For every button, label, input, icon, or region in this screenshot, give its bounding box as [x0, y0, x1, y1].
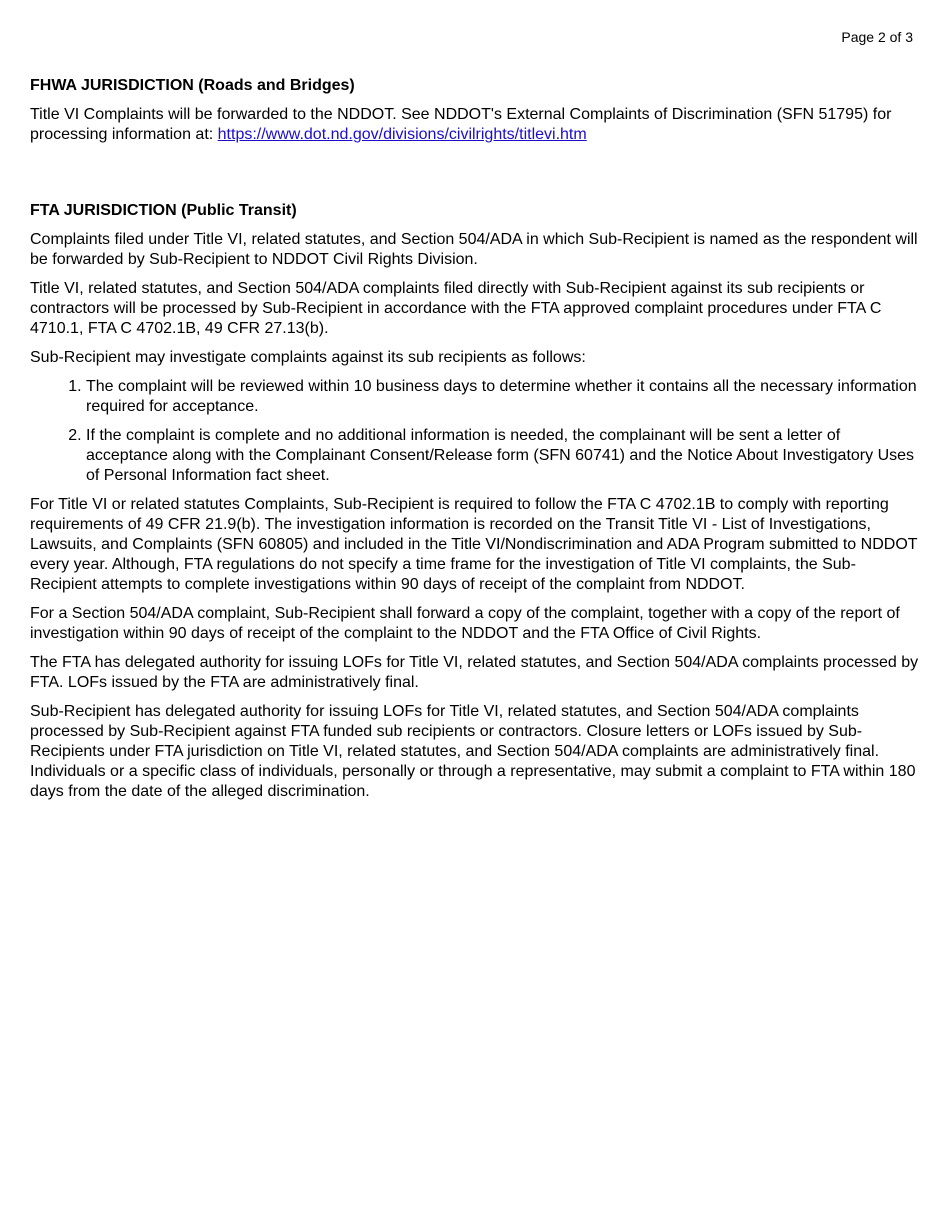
document-body: [30, 76, 922, 811]
fta-paragraph-4: For Title VI or related statutes Complaints, Sub-Recipient is required to follow the FTA C 4702.1B to comply with reporting requirements of 49 CFR 21.9(b). The investigation information is recorded on the Transit Title VI - List of Investigations, Lawsuits, and Complaints (SFN 60805) and included in the Title VI/Nondiscrimination and ADA Program submitted to NDDOT every year. Although, FTA regulations do not specify a time frame for the investigation of Title VI complaints, the Sub-Recipient attempts to complete investigations within 90 days of receipt of the complaint from NDDOT.: [30, 496, 918, 593]
fta-heading: FTA JURISDICTION (Public Transit): [30, 202, 297, 219]
fta-paragraph-2: Title VI, related statutes, and Section 504/ADA complaints filed directly with Sub-Recipient against its sub recipients or contractors will be processed by Sub-Recipient in accordance with the FTA approved complaint procedures under FTA C 4710.1, FTA C 4702.1B, 49 CFR 27.13(b).: [30, 280, 882, 337]
fta-paragraph-5: For a Section 504/ADA complaint, Sub-Recipient shall forward a copy of the complaint, together with a copy of the report of investigation within 90 days of receipt of the complaint to the NDDOT and the FTA Office of Civil Rights.: [30, 605, 900, 642]
fta-paragraph-3: Sub-Recipient may investigate complaints against its sub recipients as follows:: [30, 349, 586, 366]
fhwa-paragraph: [30, 105, 922, 145]
titlevi-link[interactable]: https://www.dot.nd.gov/divisions/civilrights/titlevi.htm: [217, 126, 587, 143]
section-spacer: [30, 154, 922, 201]
page-number: Page 2 of 3: [841, 29, 913, 45]
list-item: 2. If the complaint is complete and no additional information is needed, the complainant will be sent a letter of acceptance along with the Complainant Consent/Release form (SFN 60741) and the Notice About Investigatory Uses of Personal Information fact sheet.: [86, 426, 922, 486]
fhwa-section: [30, 76, 922, 145]
investigation-steps-list: [30, 377, 922, 486]
fhwa-text: Title VI Complaints will be forwarded to the NDDOT. See NDDOT's External Complaints of Discrimination (SFN 51795) for processing information at:: [30, 106, 892, 143]
fta-section: [30, 201, 922, 802]
fta-paragraph-1: Complaints filed under Title VI, related statutes, and Section 504/ADA in which Sub-Recipient is named as the respondent will be forwarded by Sub-Recipient to NDDOT Civil Rights Division.: [30, 231, 918, 268]
fta-paragraph-7: Sub-Recipient has delegated authority for issuing LOFs for Title VI, related statutes, and Section 504/ADA complaints processed by Sub-Recipient against FTA funded sub recipients or contractors. Closure letters or LOFs issued by Sub-Recipients under FTA jurisdiction on Title VI, related statutes, and Section 504/ADA complaints are administratively final. Individuals or a specific class of individuals, personally or through a representative, may submit a complaint to FTA within 180 days from the date of the alleged discrimination.: [30, 703, 916, 800]
list-item: 1. The complaint will be reviewed within 10 business days to determine whether it contains all the necessary information required for acceptance.: [86, 377, 922, 417]
fta-paragraph-6: The FTA has delegated authority for issuing LOFs for Title VI, related statutes, and Section 504/ADA complaints processed by FTA. LOFs issued by the FTA are administratively final.: [30, 654, 919, 691]
fhwa-heading: FHWA JURISDICTION (Roads and Bridges): [30, 77, 355, 94]
